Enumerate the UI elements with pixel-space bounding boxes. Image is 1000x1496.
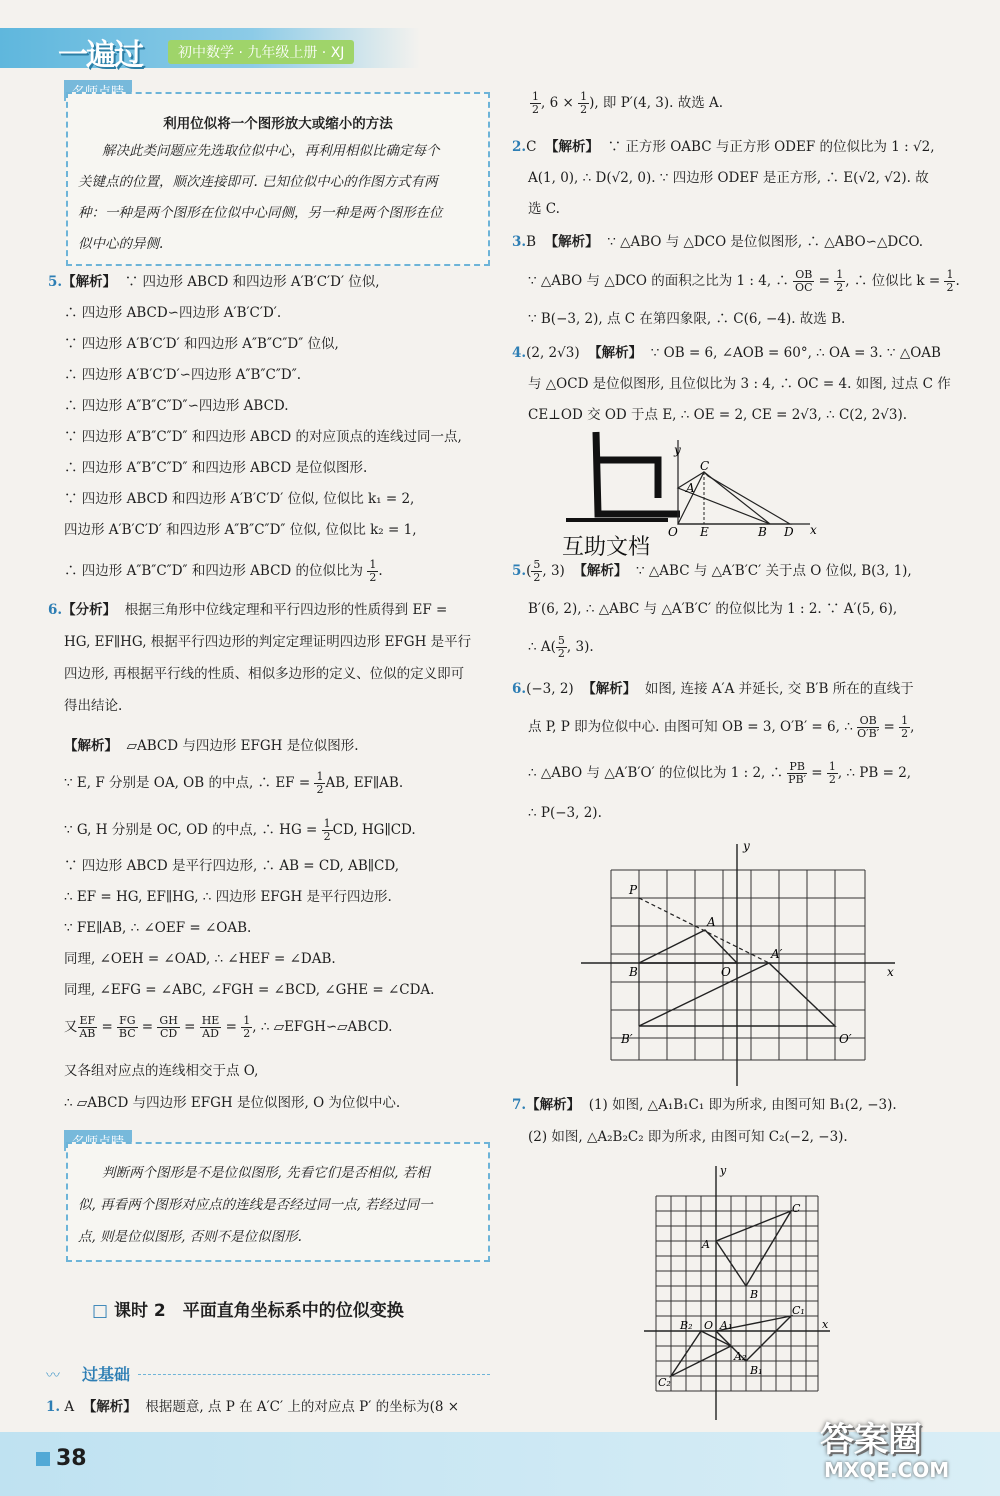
q6r-line: ∴ P(−3, 2). xyxy=(528,805,602,821)
q4-line: CE⊥OD 交 OD 于点 E, ∴ OE = 2, CE = 2√3, ∴ C(2, 2√3). xyxy=(528,407,908,423)
q3-answer: B xyxy=(526,234,537,250)
q6-step: ∴ ▱ABCD 与四边形 EFGH 是位似图形, O 为位似中心. xyxy=(64,1095,401,1111)
q6-analysis-line: 根据三角形中位线定理和平行四边形的性质得到 EF = xyxy=(124,602,448,618)
q5-line: ∵ 四边形 ABCD 和四边形 A′B′C′D′ 位似, xyxy=(124,274,380,290)
q4-number: 4. xyxy=(512,345,527,361)
q6-step: 又各组对应点的连线相交于点 O, xyxy=(64,1063,259,1079)
punct: , xyxy=(910,719,915,735)
q5-line: ∴ 四边形 ABCD∽四边形 A′B′C′D′. xyxy=(64,305,282,321)
page-header xyxy=(0,0,1000,73)
note1-title: 利用位似将一个图形放大或缩小的方法 xyxy=(163,116,393,132)
q5-line: ∴ 四边形 A′B′C′D′∽四边形 A″B″C″D″. xyxy=(64,367,302,383)
q6-solution-tag: 【解析】 xyxy=(64,738,118,754)
numerator: 1 xyxy=(369,558,377,571)
equals: = xyxy=(811,765,823,781)
header-logo: 一遍过 xyxy=(58,38,142,73)
q3-line: ∵ △ABO 与 △DCO 是位似图形, ∴ △ABO∽△DCO. xyxy=(607,234,924,250)
label-b: B xyxy=(758,525,767,539)
label-d: D xyxy=(784,525,794,539)
fraction xyxy=(827,761,838,786)
step-text: ∵ G, H 分别是 OC, OD 的中点, ∴ HG = xyxy=(64,822,318,838)
triangle-abc xyxy=(716,1211,791,1286)
numerator: FG xyxy=(119,1014,136,1027)
label-a: A xyxy=(686,481,695,495)
q2-tag: 【解析】 xyxy=(545,139,600,155)
watermark-brand: 答案圈 xyxy=(820,1420,922,1460)
label-o: O xyxy=(721,965,731,979)
denominator: 2 xyxy=(532,103,539,116)
q5r-tag: 【解析】 xyxy=(573,563,628,579)
label-a2: A₂ xyxy=(734,1350,747,1363)
fraction xyxy=(793,269,814,294)
q6-step: ∵ FE∥AB, ∴ ∠OEF = ∠OAB. xyxy=(64,920,252,936)
q3-number: 3. xyxy=(512,234,527,250)
step-text: , 6 × xyxy=(541,95,574,111)
note1-line: 解决此类问题应先选取位似中心，再利用相似比确定每个 xyxy=(102,143,440,159)
r-q4-head xyxy=(512,338,941,369)
watermark-site: MXQE.COM xyxy=(824,1458,950,1482)
fraction xyxy=(367,559,378,584)
step-text: ∴ A( xyxy=(528,639,556,655)
fraction xyxy=(556,635,567,660)
q5-line: ∵ 四边形 ABCD 和四边形 A′B′C′D′ 位似, 位似比 k₁ = 2, xyxy=(64,491,415,507)
q1-tag: 【解析】 xyxy=(82,1399,137,1415)
q5-number: 5. xyxy=(48,274,63,290)
denominator: AB xyxy=(79,1027,96,1040)
label-y: y xyxy=(743,839,750,853)
denominator: 2 xyxy=(316,783,324,796)
figure-q6 xyxy=(575,838,905,1088)
denominator: AD xyxy=(202,1027,219,1040)
q5-line: ∴ 四边形 A″B″C″D″∽四边形 ABCD. xyxy=(64,398,289,414)
numerator: 1 xyxy=(316,770,324,783)
equals: = xyxy=(818,273,830,289)
q5-line: ∵ 四边形 A″B″C″D″ 和四边形 ABCD 的对应顶点的连线过同一点, xyxy=(64,429,462,445)
step-text: 又 xyxy=(64,1019,78,1035)
step-text: ), 即 P′(4, 3). 故选 A. xyxy=(589,95,724,111)
q5-conclusion xyxy=(64,556,383,587)
fraction xyxy=(531,559,542,584)
label-o: O xyxy=(668,525,678,539)
q6-step: ∴ EF = HG, EF∥HG, ∴ 四边形 EFGH 是平行四边形. xyxy=(64,889,392,905)
label-a-prime: A′ xyxy=(771,947,783,961)
fraction xyxy=(578,91,589,116)
note1-line: 似中心的异侧. xyxy=(78,236,164,252)
fraction xyxy=(322,818,333,843)
fraction xyxy=(944,269,955,294)
q4-line: ∵ OB = 6, ∠AOB = 60°, ∴ OA = 3. ∵ △OAB xyxy=(650,345,941,361)
basics-icon: 〰 xyxy=(46,1368,60,1384)
watermark-stroke xyxy=(596,460,658,498)
q6-analysis-line: 得出结论. xyxy=(64,698,123,714)
numerator: 5 xyxy=(557,634,565,647)
q4-tag: 【解析】 xyxy=(588,345,643,361)
q5r-answer: , 3) xyxy=(542,563,565,579)
watermark-logo xyxy=(820,1412,970,1490)
fraction xyxy=(117,1015,137,1040)
note2-line: 似, 再看两个图形对应点的连线是否经过同一点, 若经过同一 xyxy=(78,1197,433,1213)
q2-line: A(1, 0), ∴ D(√2, 0). ∵ 四边形 ODEF 是正方形, ∴ E(√2, √2). 故 xyxy=(528,170,929,186)
r-q6-head xyxy=(512,674,914,705)
label-e: E xyxy=(700,525,709,539)
page-number: 38 xyxy=(56,1446,87,1471)
q2-line: ∵ 正方形 OABC 与正方形 ODEF 的位似比为 1 : √2, xyxy=(607,139,935,155)
q6-step: 同理, ∠OEH = ∠OAD, ∴ ∠HEF = ∠DAB. xyxy=(64,951,336,967)
fraction xyxy=(200,1015,222,1040)
fraction xyxy=(834,269,845,294)
q1-line xyxy=(46,1392,459,1423)
note1-line: 种：一种是两个图形在位似中心同侧，另一种是两个图形在位 xyxy=(78,205,443,221)
page-marker-square xyxy=(36,1452,50,1466)
numerator: 1 xyxy=(323,817,331,830)
label-c2: C₂ xyxy=(658,1376,671,1389)
label-x: x xyxy=(887,965,894,979)
label-b: B xyxy=(750,1288,759,1301)
numerator: EF xyxy=(79,1014,96,1027)
fraction xyxy=(157,1015,179,1040)
r-q3-head xyxy=(512,227,923,258)
q5-line: 四边形 A′B′C′D′ 和四边形 A″B″C″D″ 位似, 位似比 k₂ = 1, xyxy=(64,522,417,538)
watermark-stroke xyxy=(596,432,680,514)
label-y: y xyxy=(720,1164,727,1177)
q4-line: 与 △OCD 是位似图形, 且位似比为 3 : 4, ∴ OC = 4. 如图, 过点 C 作 xyxy=(528,376,951,392)
fraction xyxy=(530,91,541,116)
label-y: y xyxy=(674,443,681,457)
denominator: 2 xyxy=(243,1027,251,1040)
fraction xyxy=(78,1015,98,1040)
denominator: PB′ xyxy=(788,773,807,786)
numerator: 1 xyxy=(243,1014,251,1027)
denominator: 2 xyxy=(323,830,331,843)
q6-analysis-line: HG, EF∥HG, 根据平行四边形的判定定理证明四边形 EFGH 是平行 xyxy=(64,634,472,650)
q2-answer: C xyxy=(526,139,537,155)
numerator: 1 xyxy=(828,760,836,773)
denominator: OC xyxy=(795,281,813,294)
q6-step: 同理, ∠EFG = ∠ABC, ∠FGH = ∠BCD, ∠GHE = ∠CDA. xyxy=(64,982,435,998)
label-b2: B₂ xyxy=(680,1319,693,1332)
r-q5-head xyxy=(512,556,912,587)
fraction xyxy=(241,1015,252,1040)
lesson-title-text: 课时 2 平面直角坐标系中的位似变换 xyxy=(113,1301,404,1321)
numerator: 1 xyxy=(580,90,588,103)
r-q7-head xyxy=(512,1090,897,1121)
step-text: ∵ △ABO 与 △DCO 的面积之比为 1 : 4, ∴ xyxy=(528,273,789,289)
step-text: ∴ △ABO 与 △A′B′O′ 的位似比为 1 : 2, ∴ xyxy=(528,765,784,781)
denominator: CD xyxy=(159,1027,178,1040)
q5r-line xyxy=(528,632,594,663)
numerator: PB xyxy=(789,760,805,773)
lesson-icon: □ xyxy=(92,1301,109,1321)
label-o: O xyxy=(704,1319,714,1332)
denominator: 2 xyxy=(901,727,909,740)
q6r-line: 如图, 连接 A′A 并延长, 交 B′B 所在的直线于 xyxy=(644,681,914,697)
numerator: 1 xyxy=(836,268,844,281)
denominator: O′B′ xyxy=(857,727,880,740)
q5-conclusion-text: ∴ 四边形 A″B″C″D″ 和四边形 ABCD 的位似比为 xyxy=(64,563,364,579)
q6r-tag: 【解析】 xyxy=(582,681,637,697)
step-text: CD, HG∥CD. xyxy=(332,822,416,838)
q6r-answer: (−3, 2) xyxy=(526,681,574,697)
q4-answer: (2, 2√3) xyxy=(526,345,580,361)
q6-ratio-line: 又 $\frac{EF}{AB}$ = $\frac{FG}{BC}$ = $\frac{GH}{CD}$ = $\frac{HE}{AD}$ = $\frac{1}{2}$ , ∴ ▱EFGH∽▱ABCD. xyxy=(64,1014,393,1040)
q7-line: (1) 如图, △A₁B₁C₁ 即为所求, 由图可知 B₁(2, −3). xyxy=(588,1097,897,1113)
note1-line: 关键点的位置，顺次连接即可. 已知位似中心的作图方式有两 xyxy=(78,174,438,190)
q5r-line: ∵ △ABC 与 △A′B′C′ 关于点 O 位似, B(3, 1), xyxy=(636,563,912,579)
q6-head xyxy=(48,595,447,626)
denominator: BC xyxy=(118,1027,136,1040)
numerator: 1 xyxy=(532,90,539,103)
label-x: x xyxy=(822,1318,829,1331)
q6r-number: 6. xyxy=(512,681,527,697)
denominator: 2 xyxy=(533,571,541,584)
q6r-line xyxy=(528,758,911,789)
step-text: , 3). xyxy=(566,639,594,655)
numerator: HE xyxy=(201,1014,220,1027)
step-text: , ∴ 位似比 k = xyxy=(845,273,941,289)
q1-number: 1. xyxy=(46,1399,61,1415)
label-c: C xyxy=(700,459,710,473)
denominator: 2 xyxy=(828,773,836,786)
note2-line: 判断两个图形是不是位似图形, 先看它们是否相似, 若相 xyxy=(102,1165,430,1181)
punct: . xyxy=(955,273,960,289)
numerator: 1 xyxy=(901,714,909,727)
triangle-ocd xyxy=(678,472,790,524)
equals: = xyxy=(883,719,895,735)
q6-analysis-line: 四边形, 再根据平行线的性质、相似多边形的定义、位似的定义即可 xyxy=(64,666,465,682)
label-p: P xyxy=(629,883,638,897)
q6-number: 6. xyxy=(48,602,63,618)
q6-step: ∵ 四边形 ABCD 是平行四边形, ∴ AB = CD, AB∥CD, xyxy=(64,858,400,874)
header-tag: 初中数学 · 九年级上册 · XJ xyxy=(168,40,354,64)
q7-line: (2) 如图, △A₂B₂C₂ 即为所求, 由图可知 C₂(−2, −3). xyxy=(528,1129,848,1145)
q3-line: ∵ B(−3, 2), 点 C 在第四象限, ∴ C(6, −4). 故选 B. xyxy=(528,311,846,327)
label-b1: B₁ xyxy=(750,1364,763,1377)
label-a: A xyxy=(707,915,716,929)
denominator: 2 xyxy=(557,647,565,660)
lesson-title xyxy=(92,1296,404,1321)
step-text: , ∴ ▱EFGH∽▱ABCD. xyxy=(252,1019,393,1035)
q6-solution-text: ▱ABCD 与四边形 EFGH 是位似图形. xyxy=(126,738,359,754)
numerator: GH xyxy=(159,1014,178,1027)
q1-text: 根据题意, 点 P 在 A′C′ 上的对应点 P′ 的坐标为(8 × xyxy=(145,1399,460,1415)
q5-tag: 【解析】 xyxy=(62,274,117,290)
label-c: C xyxy=(792,1202,801,1215)
q5-line: ∵ 四边形 A′B′C′D′ 和四边形 A″B″C″D″ 位似, xyxy=(64,336,339,352)
q6-step xyxy=(64,815,416,846)
denominator: 2 xyxy=(946,281,954,294)
q5-line: ∴ 四边形 A″B″C″D″ 和四边形 ABCD 是位似图形. xyxy=(64,460,368,476)
step-text: ∵ E, F 分别是 OA, OB 的中点, ∴ EF = xyxy=(64,775,311,791)
q2-number: 2. xyxy=(512,139,527,155)
note2-box xyxy=(66,1142,490,1262)
step-text: 点 P, P 即为位似中心. 由图可知 OB = 3, O′B′ = 6, ∴ xyxy=(528,719,853,735)
basics-rule xyxy=(138,1374,490,1375)
label-a: A xyxy=(702,1238,710,1251)
note1-box xyxy=(66,92,490,266)
punct: . xyxy=(378,563,383,579)
q1-continued xyxy=(530,88,723,119)
q1-answer: A xyxy=(64,1399,75,1415)
basics-title: 过基础 xyxy=(82,1365,131,1384)
q2-line: 选 C. xyxy=(528,201,560,217)
basics-header xyxy=(46,1362,490,1384)
numerator: 5 xyxy=(533,558,541,571)
fraction xyxy=(899,715,910,740)
numerator: 1 xyxy=(946,268,954,281)
q6r-line xyxy=(528,712,914,743)
numerator: OB xyxy=(795,268,813,281)
note2-line: 点, 则是位似图形, 否则不是位似图形. xyxy=(78,1229,302,1245)
q6-tag: 【分析】 xyxy=(62,602,117,618)
label-b: B xyxy=(629,965,638,979)
q5r-number: 5. xyxy=(512,563,527,579)
label-c1: C₁ xyxy=(792,1304,805,1317)
triangle-oab xyxy=(678,472,770,524)
label-a1: A₁ xyxy=(720,1319,733,1332)
label-x: x xyxy=(810,523,817,537)
denominator: 2 xyxy=(580,103,588,116)
label-o-prime: O′ xyxy=(839,1032,852,1046)
q7-number: 7. xyxy=(512,1097,527,1113)
punct: ( xyxy=(526,563,532,579)
q3-tag: 【解析】 xyxy=(544,234,599,250)
step-text: AB, EF∥AB. xyxy=(325,775,404,791)
r-q2-head xyxy=(512,132,935,163)
figure-q7 xyxy=(640,1160,840,1430)
q5-head xyxy=(48,267,380,298)
q6-step xyxy=(64,768,403,799)
q3-ratio-line xyxy=(528,266,960,297)
step-text: , ∴ PB = 2, xyxy=(837,765,912,781)
label-b-prime: B′ xyxy=(621,1032,633,1046)
watermark-handwritten: 互助文档 xyxy=(562,535,651,560)
numerator: OB xyxy=(857,715,879,728)
triangle-abo xyxy=(639,930,737,963)
denominator: 2 xyxy=(369,571,377,584)
q7-tag: 【解析】 xyxy=(526,1097,581,1113)
q6-solution-head xyxy=(64,731,359,762)
figure-q4 xyxy=(540,420,840,560)
fraction xyxy=(314,771,325,796)
fraction xyxy=(857,715,879,740)
fraction xyxy=(787,761,807,786)
q5r-line: B′(6, 2), ∴ △ABC 与 △A′B′C′ 的位似比为 1 : 2. ∵ A′(5, 6), xyxy=(528,601,898,617)
grid-q6 xyxy=(611,870,865,1060)
denominator: 2 xyxy=(836,281,844,294)
